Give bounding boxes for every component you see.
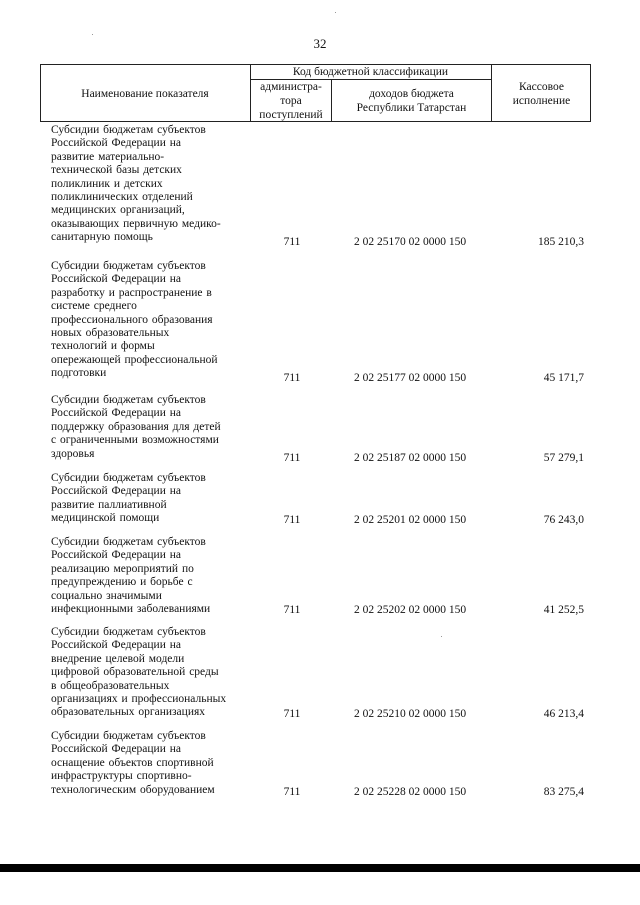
description-line: подготовки — [51, 367, 107, 380]
cash-execution: 41 252,5 — [543, 604, 584, 616]
description-line: технической базы детских — [51, 164, 182, 177]
budget-code: 2 02 25177 02 0000 150 — [353, 372, 467, 384]
scan-speck — [441, 636, 442, 637]
header-line: доходов бюджета — [369, 88, 454, 100]
header-line: исполнение — [512, 95, 571, 107]
admin-code: 711 — [283, 708, 301, 720]
header-admin-column — [251, 80, 331, 122]
header-income-column — [332, 87, 491, 115]
description-line: Российской Федерации на — [51, 743, 181, 756]
description-line: организациях и профессиональных — [51, 693, 227, 706]
description-line: поликлиник и детских — [51, 177, 163, 190]
description-line: новых образовательных — [51, 327, 170, 340]
description-line: инфекционными заболеваниями — [51, 603, 211, 616]
cash-execution: 83 275,4 — [543, 786, 584, 798]
row-description — [51, 536, 247, 616]
description-line: Российской Федерации на — [51, 273, 181, 286]
admin-code: 711 — [283, 786, 301, 798]
header-line: тора — [280, 95, 302, 107]
admin-code: 711 — [283, 236, 301, 248]
description-line: технологическим оборудованием — [51, 783, 215, 796]
description-line: Российской Федерации на — [51, 137, 181, 150]
description-line: реализацию мероприятий по — [51, 562, 194, 575]
cash-execution: 45 171,7 — [543, 372, 584, 384]
description-line: предупреждению и борьбе с — [51, 576, 193, 589]
description-line: оснащение объектов спортивной — [51, 756, 214, 769]
description-line: инфраструктуры спортивно- — [51, 770, 192, 783]
scan-speck — [335, 12, 336, 13]
scan-speck — [92, 34, 93, 35]
description-line: Субсидии бюджетам субъектов — [51, 394, 206, 406]
description-line: опережающей профессиональной — [51, 353, 218, 366]
row-description — [51, 394, 247, 461]
description-line: Субсидии бюджетам субъектов — [51, 626, 206, 638]
scan-edge-bar — [0, 864, 640, 872]
description-line: оказывающих первичную медико- — [51, 217, 221, 230]
row-description — [51, 730, 247, 797]
description-line: Субсидии бюджетам субъектов — [51, 472, 206, 484]
description-line: поликлинических отделений — [51, 191, 193, 204]
cash-execution: 46 213,4 — [543, 708, 584, 720]
header-line: Кассовое — [519, 81, 564, 93]
description-line: Субсидии бюджетам субъектов — [51, 124, 206, 136]
budget-code: 2 02 25170 02 0000 150 — [353, 236, 467, 248]
description-line: в общеобразовательных — [51, 679, 170, 692]
admin-code: 711 — [283, 514, 301, 526]
header-name-column: Наименование показателя — [81, 88, 209, 100]
admin-code: 711 — [283, 452, 301, 464]
description-line: медицинской помощи — [51, 512, 160, 525]
admin-code: 711 — [283, 604, 301, 616]
description-line: развитие материально- — [51, 150, 165, 163]
description-line: системе среднего — [51, 300, 137, 313]
description-line: цифровой образовательной среды — [51, 666, 219, 679]
description-line: профессионального образования — [51, 313, 213, 326]
row-description — [51, 124, 247, 245]
page-number: 32 — [313, 36, 327, 51]
header-classification: Код бюджетной классификации — [292, 66, 449, 78]
description-line: разработку и распространение в — [51, 286, 212, 299]
header-line: Республики Татарстан — [356, 102, 467, 114]
description-line: Субсидии бюджетам субъектов — [51, 536, 206, 548]
description-line: развитие паллиативной — [51, 498, 167, 511]
header-line: администра- — [260, 81, 322, 93]
cash-execution: 57 279,1 — [543, 452, 584, 464]
cash-execution: 76 243,0 — [543, 514, 584, 526]
row-description — [51, 472, 247, 526]
description-line: поддержку образования для детей — [51, 420, 221, 433]
row-description — [51, 260, 247, 381]
header-line: поступлений — [259, 109, 323, 121]
cash-execution: 185 210,3 — [538, 236, 584, 248]
header-execution-column — [492, 80, 591, 108]
budget-code: 2 02 25210 02 0000 150 — [353, 708, 467, 720]
row-description — [51, 626, 247, 720]
description-line: медицинских организаций, — [51, 204, 185, 217]
description-line: Российской Федерации на — [51, 549, 181, 562]
description-line: технологий и формы — [51, 340, 155, 353]
budget-code: 2 02 25201 02 0000 150 — [353, 514, 467, 526]
description-line: социально значимыми — [51, 589, 162, 602]
description-line: здоровья — [51, 447, 95, 460]
description-line: Российской Федерации на — [51, 485, 181, 498]
budget-code: 2 02 25228 02 0000 150 — [353, 786, 467, 798]
description-line: Субсидии бюджетам субъектов — [51, 730, 206, 742]
description-line: санитарную помощь — [51, 231, 153, 244]
admin-code: 711 — [283, 372, 301, 384]
budget-code: 2 02 25187 02 0000 150 — [353, 452, 467, 464]
description-line: Субсидии бюджетам субъектов — [51, 260, 206, 272]
budget-code: 2 02 25202 02 0000 150 — [353, 604, 467, 616]
description-line: образовательных организациях — [51, 706, 206, 719]
description-line: Российской Федерации на — [51, 407, 181, 420]
description-line: Российской Федерации на — [51, 639, 181, 652]
description-line: с ограниченными возможностями — [51, 434, 219, 447]
description-line: внедрение целевой модели — [51, 652, 185, 665]
